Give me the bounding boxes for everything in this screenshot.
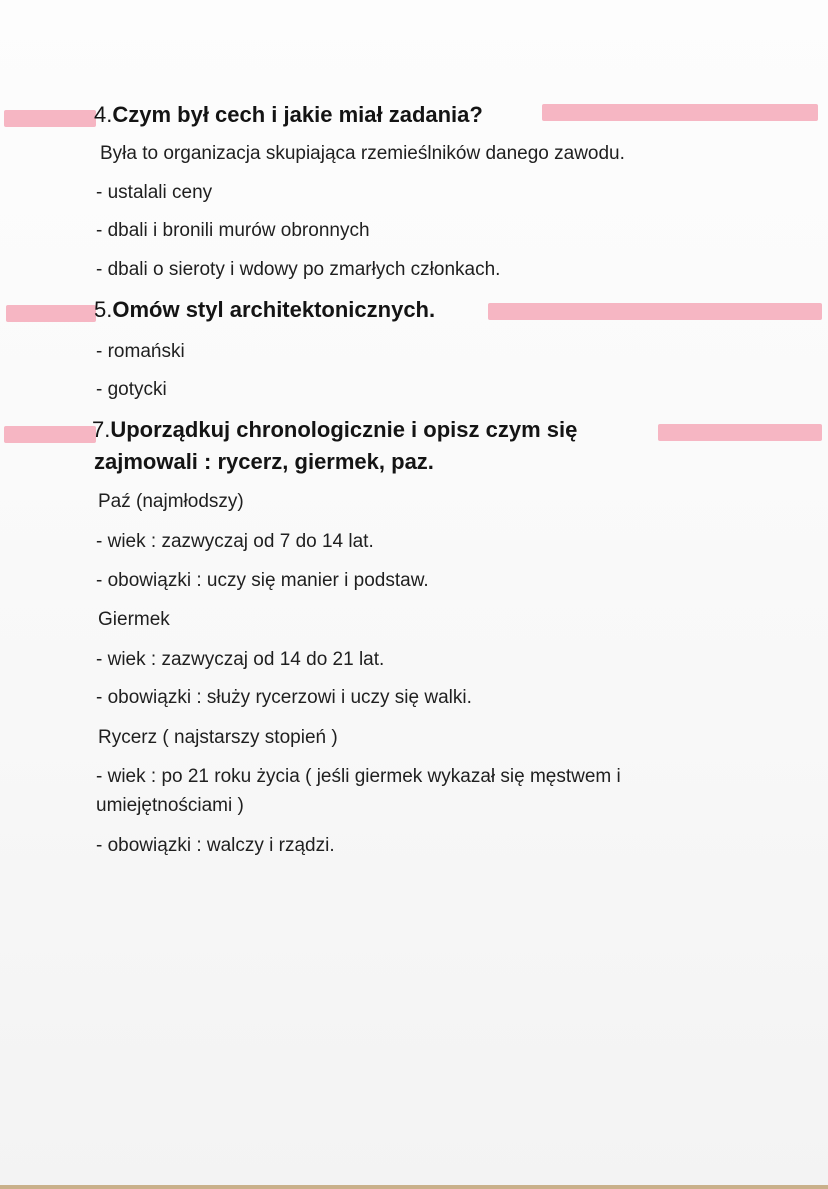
question-7-heading bbox=[92, 416, 577, 444]
rank-duties: - obowiązki : uczy się manier i podstaw. bbox=[96, 570, 429, 591]
question-number: 7. bbox=[92, 417, 111, 442]
list-item: - dbali i bronili murów obronnych bbox=[96, 220, 370, 241]
highlight-mark bbox=[488, 303, 822, 320]
question-title: zajmowali : rycerz, giermek, paz. bbox=[94, 449, 434, 474]
rank-heading: Giermek bbox=[98, 609, 170, 630]
list-item: - ustalali ceny bbox=[96, 182, 213, 203]
question-5-heading bbox=[94, 296, 435, 324]
rank-duties: - obowiązki : służy rycerzowi i uczy się walki. bbox=[96, 687, 472, 708]
list-item: - dbali o sieroty i wdowy po zmarłych członkach. bbox=[96, 259, 501, 280]
rank-heading: Paź (najmłodszy) bbox=[98, 491, 244, 512]
table-edge bbox=[0, 1185, 828, 1189]
rank-duties: - obowiązki : walczy i rządzi. bbox=[96, 835, 335, 856]
highlight-mark bbox=[4, 110, 96, 127]
question-number: 4. bbox=[94, 102, 113, 127]
list-item: - romański bbox=[96, 341, 185, 362]
question-title: Omów styl architektonicznych. bbox=[112, 297, 436, 322]
rank-age: - wiek : zazwyczaj od 14 do 21 lat. bbox=[96, 649, 385, 670]
highlight-mark bbox=[6, 305, 96, 322]
rank-age-cont: umiejętnościami ) bbox=[96, 795, 244, 816]
rank-age: - wiek : po 21 roku życia ( jeśli giermek wykazał się męstwem i bbox=[96, 766, 621, 787]
rank-heading: Rycerz ( najstarszy stopień ) bbox=[98, 727, 338, 748]
question-number: 5. bbox=[94, 297, 113, 322]
question-4-heading bbox=[94, 101, 483, 129]
question-title: Uporządkuj chronologicznie i opisz czym się bbox=[110, 417, 578, 442]
rank-age: - wiek : zazwyczaj od 7 do 14 lat. bbox=[96, 531, 374, 552]
question-title: Czym był cech i jakie miał zadania? bbox=[112, 102, 483, 127]
highlight-mark bbox=[542, 104, 818, 121]
question-7-heading-cont bbox=[94, 448, 434, 476]
highlight-mark bbox=[4, 426, 96, 443]
answer-line: Była to organizacja skupiająca rzemieślników danego zawodu. bbox=[100, 143, 625, 164]
list-item: - gotycki bbox=[96, 379, 167, 400]
highlight-mark bbox=[658, 424, 822, 441]
